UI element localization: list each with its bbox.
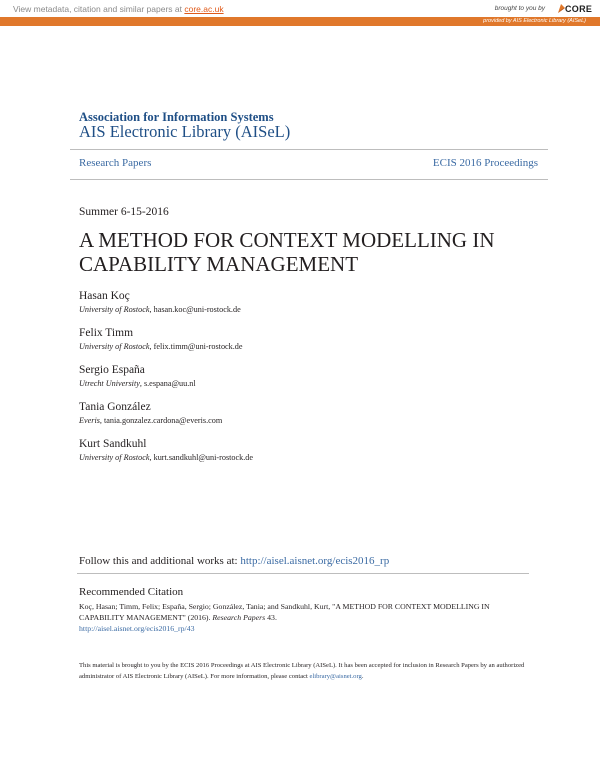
follow-line [79,555,389,567]
affiliation-institution: University of Rostock [79,342,150,351]
author-name: Felix Timm [79,327,134,339]
affiliation-institution: Everis [79,416,100,425]
affiliation-institution: Utrecht University [79,379,140,388]
brought-to-you-by: brought to you by [494,5,545,12]
publication-date: Summer 6-15-2016 [79,206,169,218]
library-name[interactable]: AIS Electronic Library (AISeL) [79,122,291,141]
provided-by-text: provided by AIS Electronic Library (AISeL) [483,18,586,24]
core-logo[interactable] [557,2,593,16]
author-email: kurt.sandkuhl@uni-rostock.de [153,453,253,462]
citation-url-link[interactable]: http://aisel.aisnet.org/ecis2016_rp/43 [79,624,195,633]
author-email: felix.timm@uni-rostock.de [153,342,243,351]
contact-email-link[interactable]: elibrary@aisnet.org [309,673,362,680]
author-affiliation: Utrecht University, s.espana@uu.nl [79,379,196,388]
research-papers-link[interactable]: Research Papers [79,157,152,169]
author-name: Sergio España [79,364,145,376]
citation-journal: Research Papers [212,613,266,622]
ecis-proceedings-link[interactable]: ECIS 2016 Proceedings [432,157,538,169]
metadata-text: View metadata, citation and similar papers at [13,4,182,14]
follow-divider [77,573,529,574]
paper-title: A METHOD FOR CONTEXT MODELLING IN CAPABILITY MANAGEMENT [79,228,495,276]
author-affiliation: University of Rostock, hasan.koc@uni-rostock.de [79,305,241,314]
provided-by-strip [0,17,600,26]
affiliation-institution: University of Rostock [79,453,150,462]
core-ac-uk-link[interactable]: core.ac.uk [184,4,224,14]
author-affiliation: University of Rostock, felix.timm@uni-rostock.de [79,342,243,351]
follow-link[interactable]: http://aisel.aisnet.org/ecis2016_rp [240,555,390,567]
footer-note [79,660,539,682]
author-name: Kurt Sandkuhl [79,438,147,450]
affiliation-institution: University of Rostock [79,305,150,314]
core-logo-text: CORE [565,4,593,14]
footer-end: . [361,673,364,680]
author-email: hasan.koc@uni-rostock.de [153,305,241,314]
author-email: tania.gonzalez.cardona@everis.com [104,416,223,425]
citation-block [79,601,529,634]
author-name: Hasan Koç [79,290,130,302]
author-affiliation: University of Rostock, kurt.sandkuhl@uni-rostock.de [79,453,253,462]
author-affiliation: Everis, tania.gonzalez.cardona@everis.com [79,416,223,425]
header-divider-bottom [70,179,548,180]
recommended-citation-heading: Recommended Citation [79,586,184,598]
citation-text: Koç, Hasan; Timm, Felix; España, Sergio; González, Tania; and Sandkuhl, Kurt, "A METHOD FOR CONTEXT MODELLING IN CAPABILITY MANAGEMENT" (2016). [79,602,490,622]
author-email: s.espana@uu.nl [143,379,196,388]
footer-note-text: This material is brought to you by the ECIS 2016 Proceedings at AIS Electronic Library (AISeL). It has been accepted for inclusion in Research Papers by an authorized administrator of AIS Electronic Library (AISeL). For more information, please contact [79,662,525,680]
association-name[interactable]: Association for Information Systems [79,110,274,124]
author-name: Tania González [79,401,151,413]
header-divider-top [70,149,548,150]
metadata-link-text[interactable] [13,4,224,14]
follow-text: Follow this and additional works at: [79,555,238,567]
citation-number: 43. [267,613,277,622]
